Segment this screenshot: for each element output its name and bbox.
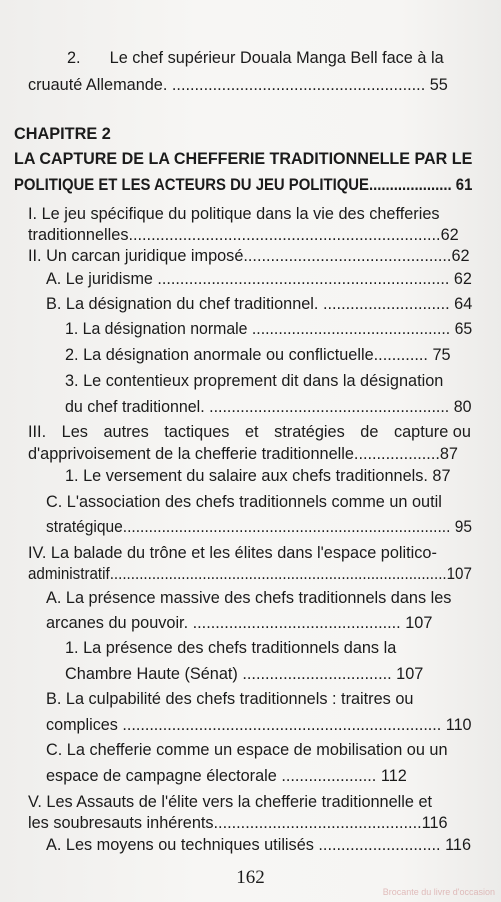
- toc-line: 3. Le contentieux proprement dit dans la désignation: [65, 372, 444, 390]
- toc-line: III. Les autres tactiques et stratégies de capture ou: [28, 423, 471, 441]
- toc-line: C. La chefferie comme un espace de mobilisation ou un: [46, 741, 448, 759]
- watermark: Brocante du livre d'occasion: [382, 887, 495, 897]
- page-number: 162: [236, 867, 265, 888]
- toc-line: Chambre Haute (Sénat) ................................. 107: [65, 665, 424, 683]
- entry-number: 2.: [67, 49, 81, 67]
- toc-line: d'apprivoisement de la chefferie traditionnelle...................87: [28, 445, 458, 463]
- toc-line: 1. La désignation normale ............................................. 65: [65, 320, 473, 338]
- toc-line: 1. Le versement du salaire aux chefs traditionnels. 87: [65, 467, 451, 485]
- toc-line: IV. La balade du trône et les élites dans l'espace politico-: [28, 544, 437, 562]
- toc-line: traditionnelles.....................................................................62: [28, 226, 459, 244]
- chapter-label: CHAPITRE 2: [14, 125, 111, 143]
- toc-line: I. Le jeu spécifique du politique dans la vie des chefferies: [28, 205, 440, 223]
- toc-line: V. Les Assauts de l'élite vers la chefferie traditionnelle et: [28, 793, 433, 811]
- toc-line: espace de campagne électorale ..................... 112: [46, 767, 407, 785]
- toc-line: C. L'association des chefs traditionnels comme un outil: [46, 493, 442, 511]
- toc-line: 1. La présence des chefs traditionnels dans la: [65, 639, 397, 657]
- toc-line: arcanes du pouvoir. .............................................. 107: [46, 614, 433, 632]
- chapter-title: LA CAPTURE DE LA CHEFFERIE TRADITIONNELLE PAR LE: [14, 150, 473, 168]
- toc-line: complices ....................................................................... 110: [46, 716, 472, 734]
- entry-text: Le chef supérieur Douala Manga Bell face à la: [109, 49, 444, 67]
- toc-line: A. La présence massive des chefs traditionnels dans les: [46, 589, 452, 607]
- toc-line: stratégique............................................................................ 95: [46, 518, 472, 536]
- toc-line: administratif................................................................................107: [28, 565, 472, 583]
- toc-line: 2. La désignation anormale ou conflictuelle............ 75: [65, 346, 451, 364]
- toc-line: II. Un carcan juridique imposé..............................................62: [28, 247, 470, 265]
- toc-line: du chef traditionnel. ...................................................... 80: [65, 398, 472, 416]
- chapter-title: POLITIQUE ET LES ACTEURS DU JEU POLITIQUE.................... 61: [14, 176, 473, 194]
- toc-line: [67, 47, 444, 69]
- toc-line: A. Les moyens ou techniques utilisés ........................... 116: [46, 836, 472, 854]
- toc-line: A. Le juridisme ................................................................. 62: [46, 270, 472, 288]
- toc-line: les soubresauts inhérents..............................................116: [28, 814, 448, 832]
- entry-text: cruauté Allemande. ........................................................ 55: [28, 76, 448, 94]
- toc-line: [28, 74, 448, 96]
- toc-line: B. La culpabilité des chefs traditionnels : traitres ou: [46, 690, 414, 708]
- toc-line: B. La désignation du chef traditionnel. ............................ 64: [46, 295, 473, 313]
